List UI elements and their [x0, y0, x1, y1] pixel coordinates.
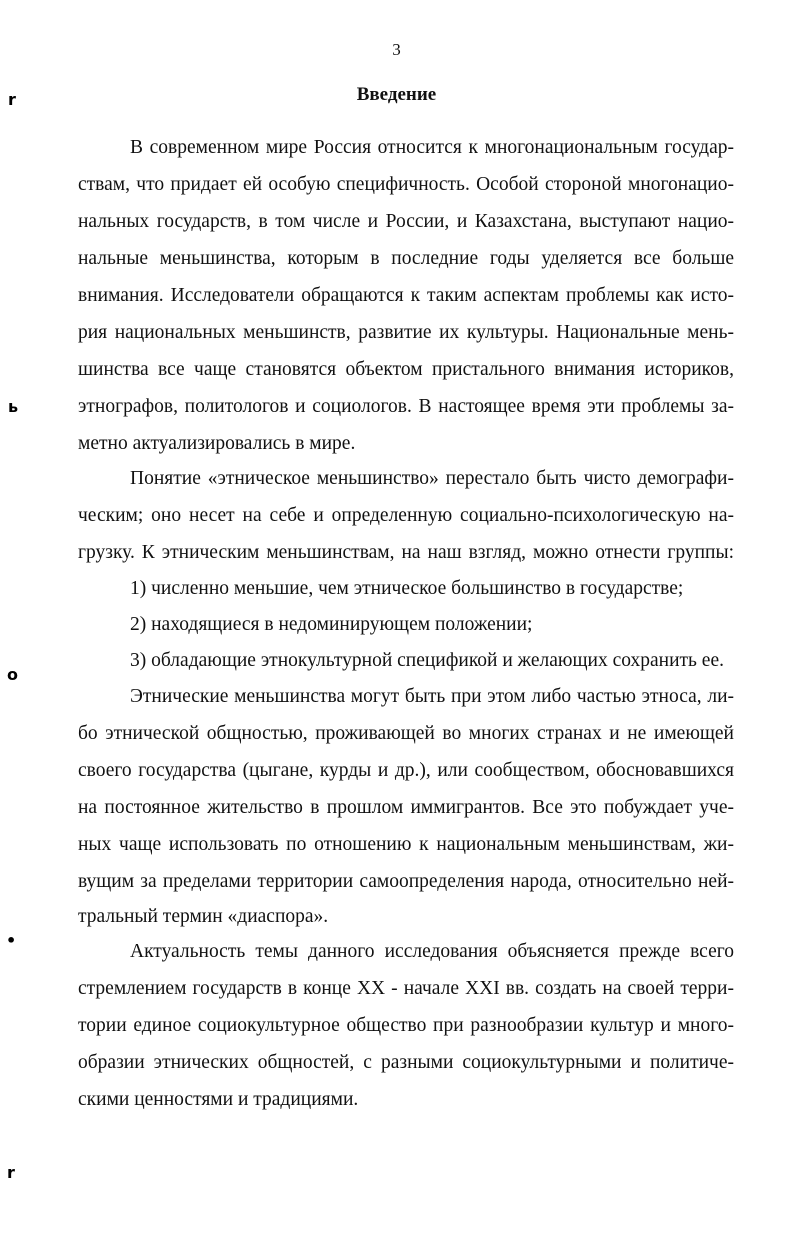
text-line: бо этнической общностью, проживающей во многих странах и не имеющей — [78, 723, 734, 744]
text-line: Актуальность темы данного исследования объясняется прежде всего — [130, 941, 734, 962]
text-line: своего государства (цыгане, курды и др.), или сообществом, обосновавшихся — [78, 760, 734, 781]
text-line: вущим за пределами территории самоопределения народа, относительно ней- — [78, 871, 734, 892]
text-line: тории единое социокультурное общество при разнообразии культур и много- — [78, 1015, 734, 1036]
page-number: 3 — [392, 40, 401, 59]
text-line: рия национальных меньшинств, развитие их культуры. Национальные мень- — [78, 322, 734, 343]
margin-mark: r — [8, 90, 16, 109]
text-line: шинства все чаще становятся объектом пристального внимания историков, — [78, 359, 734, 380]
text-line: скими ценностями и традициями. — [78, 1089, 359, 1110]
margin-mark: ь — [8, 397, 19, 416]
text-line: нальных государств, в том числе и России, и Казахстана, выступают нацио- — [78, 211, 734, 232]
text-line: В современном мире Россия относится к многонациональным государ- — [130, 137, 734, 158]
text-line: Понятие «этническое меньшинство» перестало быть чисто демографи- — [130, 468, 734, 489]
text-line: на постоянное жительство в прошлом иммигрантов. Все это побуждает уче- — [78, 797, 734, 818]
text-line: грузку. К этническим меньшинствам, на наш взгляд, можно отнести группы: — [78, 542, 734, 563]
list-item: 1) численно меньшие, чем этническое большинство в государстве; — [130, 578, 684, 599]
text-line: нальные меньшинства, которым в последние годы уделяется все больше — [78, 248, 734, 269]
margin-mark: • — [6, 931, 17, 950]
text-line: внимания. Исследователи обращаются к таким аспектам проблемы как исто- — [78, 285, 734, 306]
margin-mark: o — [7, 665, 18, 684]
list-item: 3) обладающие этнокультурной спецификой и желающих сохранить ее. — [130, 650, 724, 671]
page-title: Введение — [356, 84, 437, 105]
list-item: 2) находящиеся в недоминирующем положении; — [130, 614, 533, 635]
margin-mark: r — [7, 1163, 15, 1182]
text-line: Этнические меньшинства могут быть при этом либо частью этноса, ли- — [130, 686, 734, 707]
text-line: стремлением государств в конце XX - начале XXI вв. создать на своей терри- — [78, 978, 734, 999]
text-line: метно актуализировались в мире. — [78, 433, 356, 454]
text-line: образии этнических общностей, с разными социокультурными и политиче- — [78, 1052, 734, 1073]
text-line: ческим; оно несет на себе и определенную социально-психологическую на- — [78, 505, 734, 526]
text-line: ных чаще использовать по отношению к национальным меньшинствам, жи- — [78, 834, 734, 855]
text-line: ствам, что придает ей особую специфичность. Особой стороной многонацио- — [78, 174, 734, 195]
text-line: тральный термин «диаспора». — [78, 906, 329, 927]
text-line: этнографов, политологов и социологов. В настоящее время эти проблемы за- — [78, 396, 734, 417]
